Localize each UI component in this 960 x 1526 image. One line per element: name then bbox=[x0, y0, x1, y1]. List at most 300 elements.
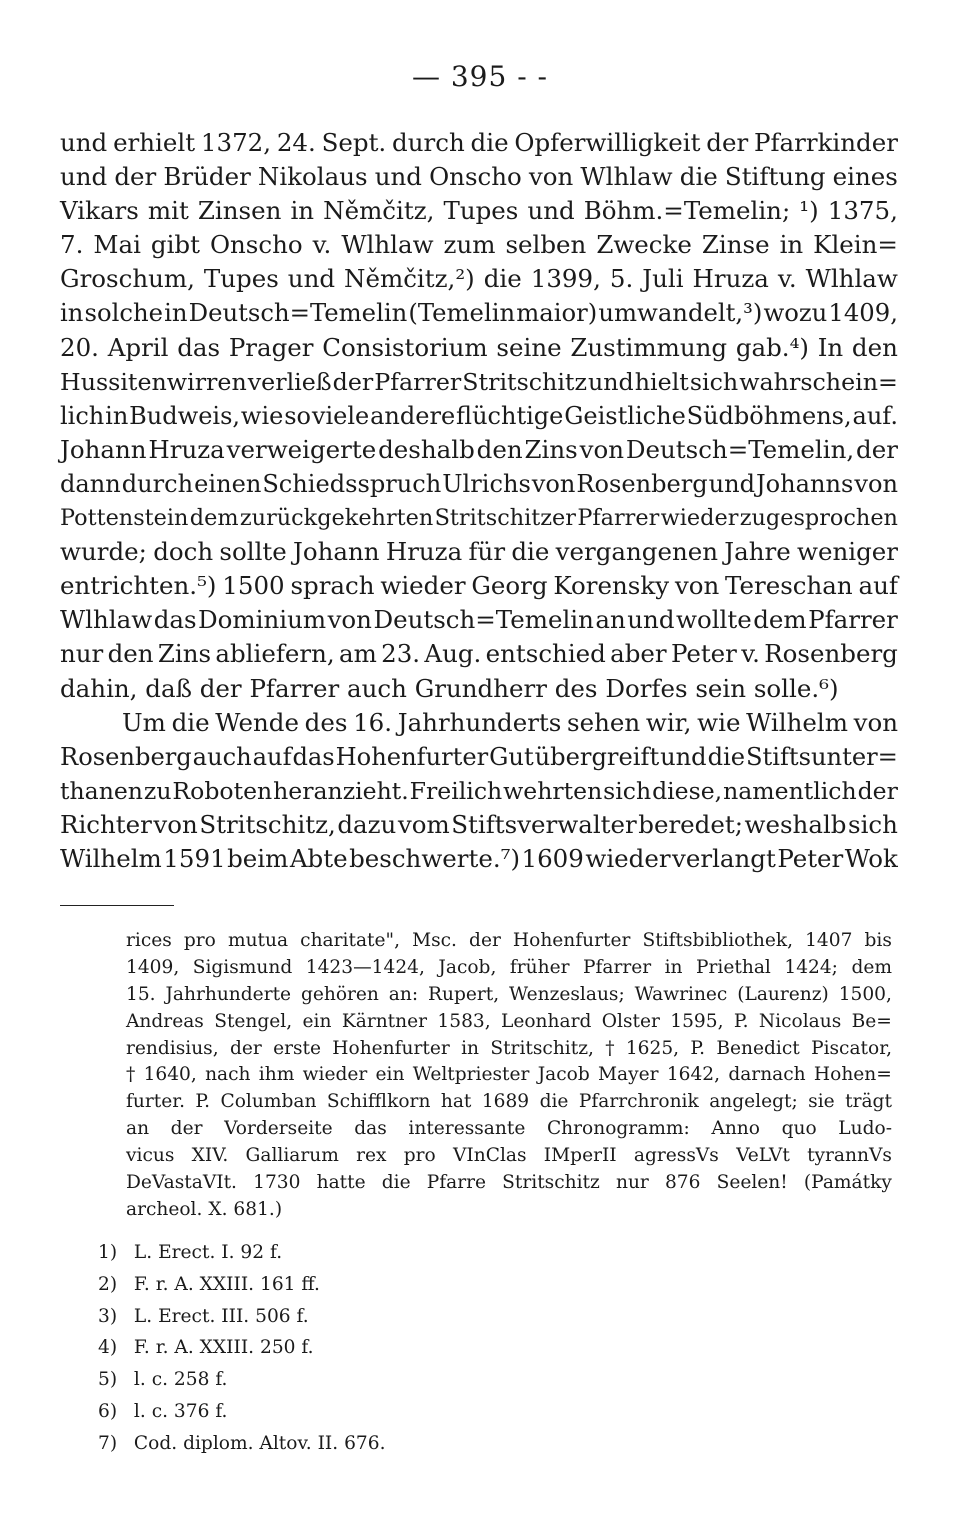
word: P. bbox=[733, 1010, 749, 1032]
word: weniger bbox=[797, 537, 898, 567]
word: angelegt; bbox=[709, 1091, 798, 1113]
word: Tupes bbox=[203, 264, 279, 294]
word: der bbox=[199, 673, 242, 703]
word: 876 bbox=[664, 1172, 701, 1194]
word: wollte bbox=[675, 605, 752, 635]
word: † bbox=[605, 1037, 615, 1059]
word: XIV. bbox=[191, 1145, 229, 1167]
word: Wok bbox=[844, 843, 898, 873]
word: Gut bbox=[489, 742, 534, 771]
word: der bbox=[469, 930, 501, 951]
word: 1689 bbox=[481, 1091, 530, 1113]
word: bis bbox=[864, 930, 892, 951]
word: maior) bbox=[516, 298, 598, 328]
word: zum bbox=[443, 230, 496, 260]
word: umwandelt,³) bbox=[598, 298, 763, 328]
word: Stiftsverwalter bbox=[451, 809, 637, 839]
footnote-text: Cod. diplom. Altov. II. 676. bbox=[133, 1432, 386, 1454]
word: 1407 bbox=[805, 930, 853, 951]
word: Stiftsunter= bbox=[745, 742, 898, 771]
word: an: bbox=[388, 983, 419, 1005]
footnote-number: 3) bbox=[98, 1305, 118, 1327]
text-line bbox=[60, 637, 898, 671]
word: Richter bbox=[60, 809, 152, 839]
word: die bbox=[707, 742, 746, 771]
word: 16. bbox=[353, 707, 393, 737]
word: 1409, bbox=[126, 956, 180, 978]
word: und bbox=[627, 605, 675, 635]
word: Pfarrkinder bbox=[754, 128, 898, 157]
footnote-reference bbox=[98, 1237, 385, 1269]
word: in bbox=[105, 401, 129, 430]
word: Piscator, bbox=[811, 1037, 892, 1059]
word: Columban bbox=[220, 1091, 317, 1113]
word: pro bbox=[183, 930, 216, 951]
word: und bbox=[374, 162, 422, 192]
word: dazu bbox=[337, 809, 397, 839]
word: 1423—1424, bbox=[305, 956, 425, 978]
word: v. bbox=[741, 639, 760, 669]
word: und bbox=[60, 128, 108, 157]
word: die bbox=[679, 162, 718, 192]
word: die bbox=[381, 1172, 411, 1194]
word: erhielt bbox=[113, 128, 196, 157]
word: von bbox=[153, 809, 198, 839]
footnote-text: l. c. 376 f. bbox=[133, 1400, 228, 1422]
main-text bbox=[60, 126, 898, 876]
word: Hohenfurter bbox=[335, 742, 489, 771]
word: 1372, bbox=[200, 128, 272, 157]
word: und bbox=[527, 196, 575, 226]
word: rex bbox=[356, 1145, 387, 1167]
word: von bbox=[853, 707, 898, 737]
footnote-reference bbox=[98, 1269, 385, 1301]
word: auch bbox=[192, 742, 252, 771]
word: Pfarre bbox=[426, 1172, 487, 1194]
word: sehen bbox=[567, 707, 641, 737]
footnote-reference bbox=[98, 1332, 385, 1364]
word: 5. bbox=[609, 264, 634, 294]
word: 681.) bbox=[233, 1198, 283, 1220]
footnote-reference bbox=[98, 1428, 385, 1460]
word: beschwerte.⁷) bbox=[349, 843, 521, 873]
word: Ludo- bbox=[838, 1118, 892, 1140]
word: Němčitz, bbox=[323, 196, 435, 226]
word: den bbox=[107, 639, 154, 669]
word: pro bbox=[403, 1145, 436, 1167]
word: Leonhard bbox=[501, 1010, 592, 1032]
word: ¹) bbox=[799, 196, 819, 226]
text-line bbox=[60, 126, 898, 160]
word: Stiftsbibliothek, bbox=[642, 930, 794, 951]
word: Juli bbox=[642, 264, 684, 294]
text-line bbox=[60, 740, 898, 774]
word: und bbox=[708, 469, 756, 498]
text-line bbox=[60, 603, 898, 637]
word: der bbox=[856, 434, 898, 464]
word: ihm bbox=[258, 1064, 295, 1086]
footnote-line bbox=[126, 928, 892, 955]
word: Wlhlaw bbox=[580, 162, 673, 192]
word: 1500, bbox=[838, 983, 892, 1005]
word: Wlhlaw bbox=[341, 230, 434, 260]
word: Zwecke bbox=[596, 230, 692, 260]
word: Rosenberg bbox=[576, 469, 708, 498]
footnote-reference bbox=[98, 1396, 385, 1428]
word: seine bbox=[496, 332, 562, 362]
word: Pottenstein bbox=[60, 505, 189, 532]
word: Deutsch=Temelin, bbox=[625, 434, 855, 464]
word: Korensky bbox=[553, 571, 670, 601]
word: 1640, bbox=[143, 1064, 197, 1086]
footnote-text: F. r. A. XXIII. 250 f. bbox=[133, 1337, 314, 1359]
word: wieder bbox=[380, 571, 466, 601]
word: wieder bbox=[302, 1064, 368, 1086]
word: sie bbox=[808, 1091, 835, 1113]
word: diese, bbox=[652, 776, 723, 805]
word: Stritschitzer bbox=[434, 505, 576, 532]
footnote-reference bbox=[98, 1364, 385, 1396]
text-line bbox=[60, 808, 898, 842]
footnote-line bbox=[126, 1089, 892, 1116]
word: der bbox=[332, 367, 374, 396]
text-line bbox=[60, 842, 898, 876]
word: Stritschitz bbox=[462, 367, 587, 396]
word: rices bbox=[126, 930, 172, 951]
word: Pfarrer bbox=[582, 956, 652, 978]
footnote-references bbox=[98, 1237, 385, 1460]
word: ein bbox=[375, 1064, 405, 1086]
word: übergreift bbox=[534, 742, 660, 771]
word: abliefern, bbox=[215, 639, 335, 669]
word: nur bbox=[615, 1172, 649, 1194]
word: Zins bbox=[157, 639, 212, 669]
word: v. bbox=[777, 264, 797, 294]
footnote-number: 6) bbox=[98, 1400, 118, 1422]
word: rendisius, bbox=[126, 1037, 219, 1059]
word: Priethal bbox=[696, 956, 771, 978]
word: v. bbox=[312, 230, 332, 260]
word: Rupert, bbox=[427, 983, 500, 1005]
footnote-line bbox=[126, 1143, 892, 1170]
word: dem bbox=[189, 505, 239, 532]
word: furter. bbox=[126, 1091, 185, 1113]
word: des bbox=[304, 707, 348, 737]
text-line bbox=[60, 433, 898, 467]
word: hielt bbox=[634, 367, 689, 396]
word: Wende bbox=[215, 707, 299, 737]
word: Sigismund bbox=[192, 956, 293, 978]
word: Wlhlaw bbox=[805, 264, 898, 294]
word: verweigerte bbox=[226, 434, 377, 464]
word: in bbox=[779, 230, 804, 260]
word: hat bbox=[440, 1091, 472, 1113]
word: zugesprochen bbox=[739, 505, 898, 532]
word: Andreas bbox=[126, 1010, 204, 1032]
text-line bbox=[60, 194, 898, 228]
word: 1424; bbox=[784, 956, 838, 978]
word: gibt bbox=[150, 230, 200, 260]
word: Abte bbox=[289, 843, 348, 873]
word: Rosenberg bbox=[764, 639, 898, 669]
word: wie bbox=[240, 401, 284, 430]
word: durch bbox=[392, 128, 465, 157]
word: Stiftung bbox=[724, 162, 826, 192]
word: Zustimmung bbox=[570, 332, 728, 362]
word: 1730 bbox=[253, 1172, 301, 1194]
word: sich bbox=[848, 809, 898, 839]
word: in bbox=[60, 298, 84, 328]
word: Prager bbox=[228, 332, 314, 362]
word: an bbox=[595, 605, 626, 635]
word: Rosenberg bbox=[60, 742, 192, 771]
word: sprach bbox=[290, 571, 375, 601]
footnote-line bbox=[126, 1036, 892, 1063]
text-line bbox=[60, 399, 898, 433]
word: Mai bbox=[93, 230, 141, 260]
word: 1583, bbox=[437, 1010, 491, 1032]
word: Pfarrer bbox=[577, 505, 660, 532]
word: mit bbox=[147, 196, 189, 226]
footnote-separator-rule bbox=[60, 905, 174, 906]
word: am bbox=[338, 639, 377, 669]
word: viele bbox=[311, 401, 370, 430]
word: Mayer bbox=[598, 1064, 659, 1086]
word: Opferwilligkeit bbox=[514, 128, 701, 157]
word: Dominium bbox=[198, 605, 327, 635]
word: Msc. bbox=[412, 930, 457, 951]
word: lich bbox=[60, 401, 105, 430]
word: die bbox=[470, 128, 509, 157]
word: Freilich bbox=[409, 776, 503, 805]
word: verlangt bbox=[672, 843, 776, 873]
footnote-number: 2) bbox=[98, 1273, 118, 1295]
word: 23. bbox=[381, 639, 421, 669]
word: Kärntner bbox=[341, 1010, 428, 1032]
text-line bbox=[60, 331, 898, 365]
word: Hruza bbox=[148, 434, 225, 464]
word: Wilhelm bbox=[60, 843, 162, 873]
word: vicus bbox=[126, 1145, 175, 1167]
word: interessante bbox=[408, 1118, 526, 1140]
word: VeLVt bbox=[736, 1145, 790, 1167]
footnote-reference bbox=[98, 1301, 385, 1333]
word: Jahrhunderte bbox=[165, 983, 292, 1005]
word: 24. bbox=[276, 128, 316, 157]
word: Dorfes bbox=[605, 673, 688, 703]
word: dahin, bbox=[60, 673, 138, 703]
word: von bbox=[528, 162, 574, 192]
word: Stengel, bbox=[214, 1010, 293, 1032]
word: P. bbox=[690, 1037, 706, 1059]
word: die bbox=[171, 707, 210, 737]
word: Olster bbox=[601, 1010, 660, 1032]
word: nach bbox=[205, 1064, 251, 1086]
word: Jahrhunderts bbox=[397, 707, 562, 737]
word: sein bbox=[695, 673, 747, 703]
text-line bbox=[60, 365, 898, 399]
word: Consistorium bbox=[322, 332, 488, 362]
text-line bbox=[60, 228, 898, 262]
word: 1500 bbox=[222, 571, 285, 601]
page-number: — 395 - - bbox=[411, 60, 549, 93]
word: Tereschan bbox=[725, 571, 853, 601]
word: Ulrichs bbox=[442, 469, 531, 498]
text-line bbox=[60, 535, 898, 569]
word: die bbox=[483, 264, 522, 294]
word: Hohenfurter bbox=[512, 930, 631, 951]
word: Johann bbox=[60, 434, 147, 464]
word: Onscho bbox=[209, 230, 303, 260]
word: In bbox=[817, 332, 844, 362]
word: Pfarrer bbox=[249, 673, 340, 703]
word: der bbox=[706, 128, 749, 157]
word: sollte bbox=[219, 537, 287, 567]
word: dem bbox=[851, 956, 892, 978]
word: Deutsch=Temelin bbox=[188, 298, 408, 328]
word: der bbox=[229, 1037, 262, 1059]
word: Roboten bbox=[172, 776, 273, 805]
word: Tupes bbox=[443, 196, 519, 226]
word: Brüder bbox=[163, 162, 251, 192]
text-line bbox=[60, 501, 898, 535]
word: Zinse bbox=[701, 230, 770, 260]
word: aber bbox=[610, 639, 667, 669]
word: früher bbox=[509, 956, 570, 978]
word: sich bbox=[689, 367, 739, 396]
word: wehrten bbox=[503, 776, 603, 805]
footnote-line bbox=[126, 1170, 892, 1197]
word: gab.⁴) bbox=[735, 332, 809, 362]
word: in bbox=[664, 956, 683, 978]
word: † bbox=[126, 1064, 136, 1086]
word: hatte bbox=[316, 1172, 366, 1194]
word: heranzieht. bbox=[273, 776, 409, 805]
word: 1595, bbox=[670, 1010, 724, 1032]
word: und bbox=[660, 742, 707, 771]
word: Jacob bbox=[537, 1064, 590, 1086]
word: Hohenfurter bbox=[332, 1037, 450, 1059]
word: Wlhlaw bbox=[60, 605, 153, 635]
word: Johann bbox=[293, 537, 380, 567]
word: so bbox=[284, 401, 312, 430]
word: (Památky bbox=[803, 1172, 892, 1194]
word: mutua bbox=[227, 930, 289, 951]
word: Hruza bbox=[385, 537, 463, 567]
word: das bbox=[177, 332, 221, 362]
word: (Laurenz) bbox=[737, 983, 829, 1005]
text-line bbox=[60, 262, 898, 296]
word: Geistliche bbox=[564, 401, 686, 430]
word: 1625, bbox=[625, 1037, 680, 1059]
footnote-number: 5) bbox=[98, 1369, 118, 1391]
footnote-text: L. Erect. I. 92 f. bbox=[133, 1242, 283, 1263]
word: Zinsen bbox=[197, 196, 282, 226]
word: Vorderseite bbox=[224, 1118, 333, 1140]
word: trägt bbox=[845, 1091, 892, 1113]
word: DeVastaVIt. bbox=[126, 1172, 237, 1194]
word: von bbox=[854, 469, 898, 498]
word: gehören bbox=[300, 983, 379, 1005]
word: vergangenen bbox=[555, 537, 719, 567]
word: Wenzeslaus; bbox=[509, 983, 625, 1005]
word: namentlich bbox=[723, 776, 857, 805]
word: IMperII bbox=[543, 1145, 617, 1167]
word: Johanns bbox=[756, 469, 854, 498]
word: zurückgekehrten bbox=[239, 505, 434, 532]
word: beim bbox=[227, 843, 289, 873]
word: Peter bbox=[670, 639, 737, 669]
word: nur bbox=[60, 639, 104, 669]
word: vom bbox=[397, 809, 450, 839]
word: auf bbox=[252, 742, 292, 771]
word: solche bbox=[84, 298, 164, 328]
word: die bbox=[539, 1091, 569, 1113]
word: 1375, bbox=[827, 196, 898, 226]
word: Pfarrchronik bbox=[578, 1091, 699, 1113]
word: selben bbox=[505, 230, 587, 260]
word: April bbox=[107, 332, 169, 362]
word: Nikolaus bbox=[257, 162, 368, 192]
footnote-line bbox=[126, 1009, 892, 1036]
word: darnach bbox=[728, 1064, 806, 1086]
word: und bbox=[60, 162, 108, 192]
word: 15. bbox=[126, 983, 156, 1005]
word: Schifflkorn bbox=[326, 1091, 431, 1113]
word: Sept. bbox=[321, 128, 387, 157]
word: Stritschitz, bbox=[199, 809, 336, 839]
word: das bbox=[354, 1118, 387, 1140]
word: archeol. bbox=[126, 1198, 203, 1220]
word: die bbox=[511, 537, 550, 567]
word: Schiedsspruch bbox=[262, 469, 442, 498]
word: das bbox=[292, 742, 335, 771]
word: von bbox=[327, 605, 372, 635]
word: erste bbox=[273, 1037, 321, 1059]
text-line bbox=[60, 160, 898, 194]
word: Wilhelm bbox=[746, 707, 848, 737]
text-line bbox=[60, 296, 898, 330]
footnote-text: l. c. 258 f. bbox=[133, 1369, 228, 1391]
word: Be= bbox=[851, 1010, 892, 1032]
word: Němčitz,²) bbox=[344, 264, 475, 294]
word: zu bbox=[143, 776, 172, 805]
word: Nicolaus bbox=[758, 1010, 842, 1032]
word: 1399, bbox=[530, 264, 601, 294]
word: von bbox=[531, 469, 576, 498]
word: deshalb bbox=[378, 434, 475, 464]
word: X. bbox=[208, 1198, 228, 1220]
word: Georg bbox=[471, 571, 548, 601]
word: Benedict bbox=[716, 1037, 800, 1059]
word: P. bbox=[195, 1091, 211, 1113]
footnote-line bbox=[126, 1116, 892, 1143]
word: Anno bbox=[711, 1118, 760, 1140]
footnote-line bbox=[126, 1062, 892, 1089]
word: an bbox=[126, 1118, 150, 1140]
word: Groschum, bbox=[60, 264, 195, 294]
word: wahrschein= bbox=[739, 367, 898, 396]
footnote-number: 7) bbox=[98, 1432, 118, 1454]
word: auch bbox=[347, 673, 407, 703]
word: Jahre bbox=[724, 537, 791, 567]
word: tyrannVs bbox=[807, 1145, 892, 1167]
word: 1409, bbox=[828, 298, 898, 328]
word: auf. bbox=[852, 401, 898, 430]
footnote-number: 1) bbox=[98, 1242, 118, 1263]
word: 1591 bbox=[163, 843, 226, 873]
word: und bbox=[587, 367, 634, 396]
